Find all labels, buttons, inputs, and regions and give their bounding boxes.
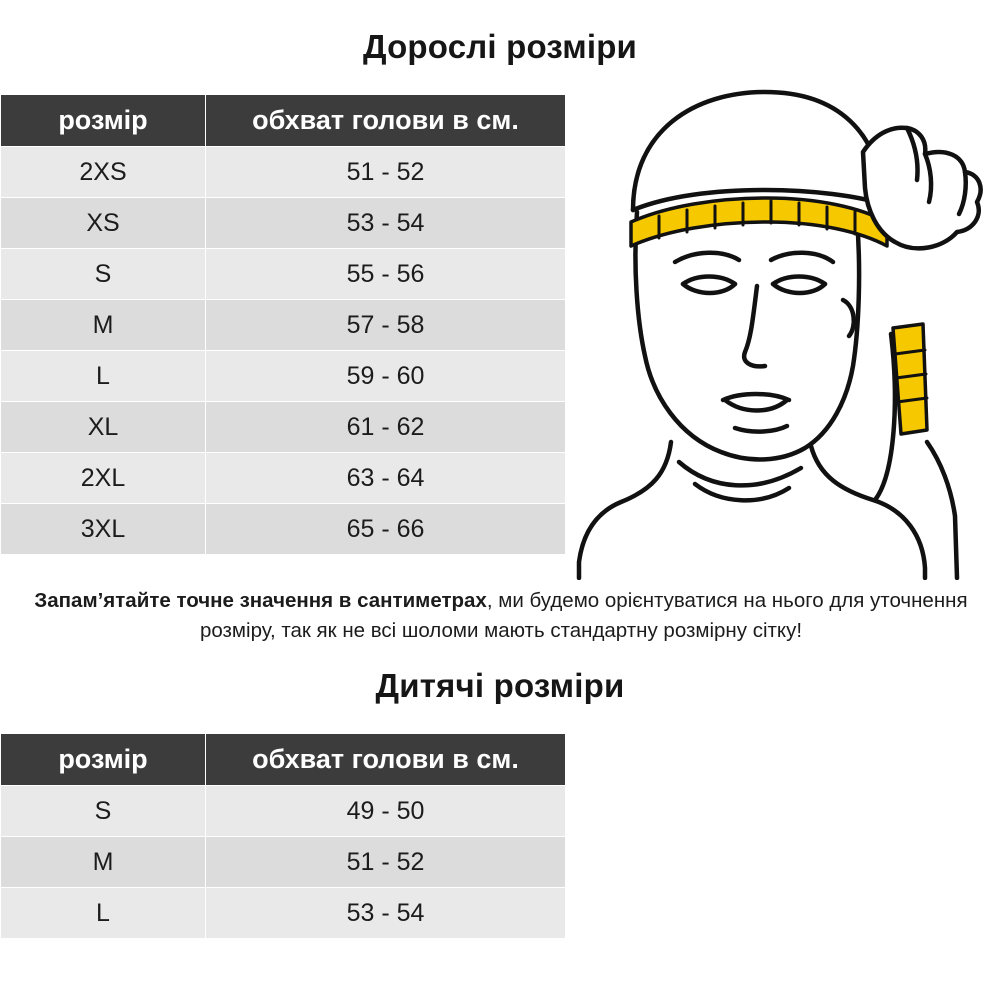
- table-row: [1, 504, 566, 555]
- table-row: [1, 888, 566, 939]
- cell-size: M: [1, 837, 206, 888]
- note-rest-text: , ми будемо орієнтуватися на нього для уточнення розміру, так як не всі шоломи мають стандартну розмірну сітку!: [199, 589, 968, 642]
- cell-size: 2XL: [1, 453, 206, 504]
- cell-size: XL: [1, 402, 206, 453]
- right-hand: [863, 128, 981, 249]
- kids-size-table: [0, 733, 566, 939]
- table-row: [1, 402, 566, 453]
- cell-circumference: 53 - 54: [206, 198, 566, 249]
- cell-size: 3XL: [1, 504, 206, 555]
- cell-circumference: 51 - 52: [206, 837, 566, 888]
- tape-tail: [893, 324, 927, 434]
- cell-circumference: 61 - 62: [206, 402, 566, 453]
- cell-circumference: 65 - 66: [206, 504, 566, 555]
- header-size: розмір: [1, 734, 206, 786]
- head-measurement-illustration: [575, 70, 1000, 580]
- table-header-row: [1, 95, 566, 147]
- cell-size: M: [1, 300, 206, 351]
- table-row: [1, 147, 566, 198]
- table-header-row: [1, 734, 566, 786]
- header-circumference: обхват голови в см.: [206, 95, 566, 147]
- table-row: [1, 249, 566, 300]
- adult-size-table: [0, 94, 566, 555]
- table-row: [1, 786, 566, 837]
- header-circumference: обхват голови в см.: [206, 734, 566, 786]
- table-row: [1, 198, 566, 249]
- table-row: [1, 453, 566, 504]
- header-size: розмір: [1, 95, 206, 147]
- cell-circumference: 51 - 52: [206, 147, 566, 198]
- table-row: [1, 351, 566, 402]
- cell-circumference: 63 - 64: [206, 453, 566, 504]
- cell-circumference: 53 - 54: [206, 888, 566, 939]
- kids-sizes-title: Дитячі розміри: [375, 667, 625, 704]
- cell-size: XS: [1, 198, 206, 249]
- cell-size: L: [1, 888, 206, 939]
- note-bold-text: Запам’ятайте точне значення в сантиметрах: [34, 589, 487, 612]
- cell-circumference: 49 - 50: [206, 786, 566, 837]
- cell-size: S: [1, 786, 206, 837]
- cell-size: 2XS: [1, 147, 206, 198]
- adult-sizes-title: Дорослі розміри: [362, 28, 638, 65]
- table-row: [1, 300, 566, 351]
- measurement-note: [18, 586, 984, 646]
- cell-circumference: 55 - 56: [206, 249, 566, 300]
- cell-size: S: [1, 249, 206, 300]
- cell-circumference: 57 - 58: [206, 300, 566, 351]
- cell-circumference: 59 - 60: [206, 351, 566, 402]
- cell-size: L: [1, 351, 206, 402]
- table-row: [1, 837, 566, 888]
